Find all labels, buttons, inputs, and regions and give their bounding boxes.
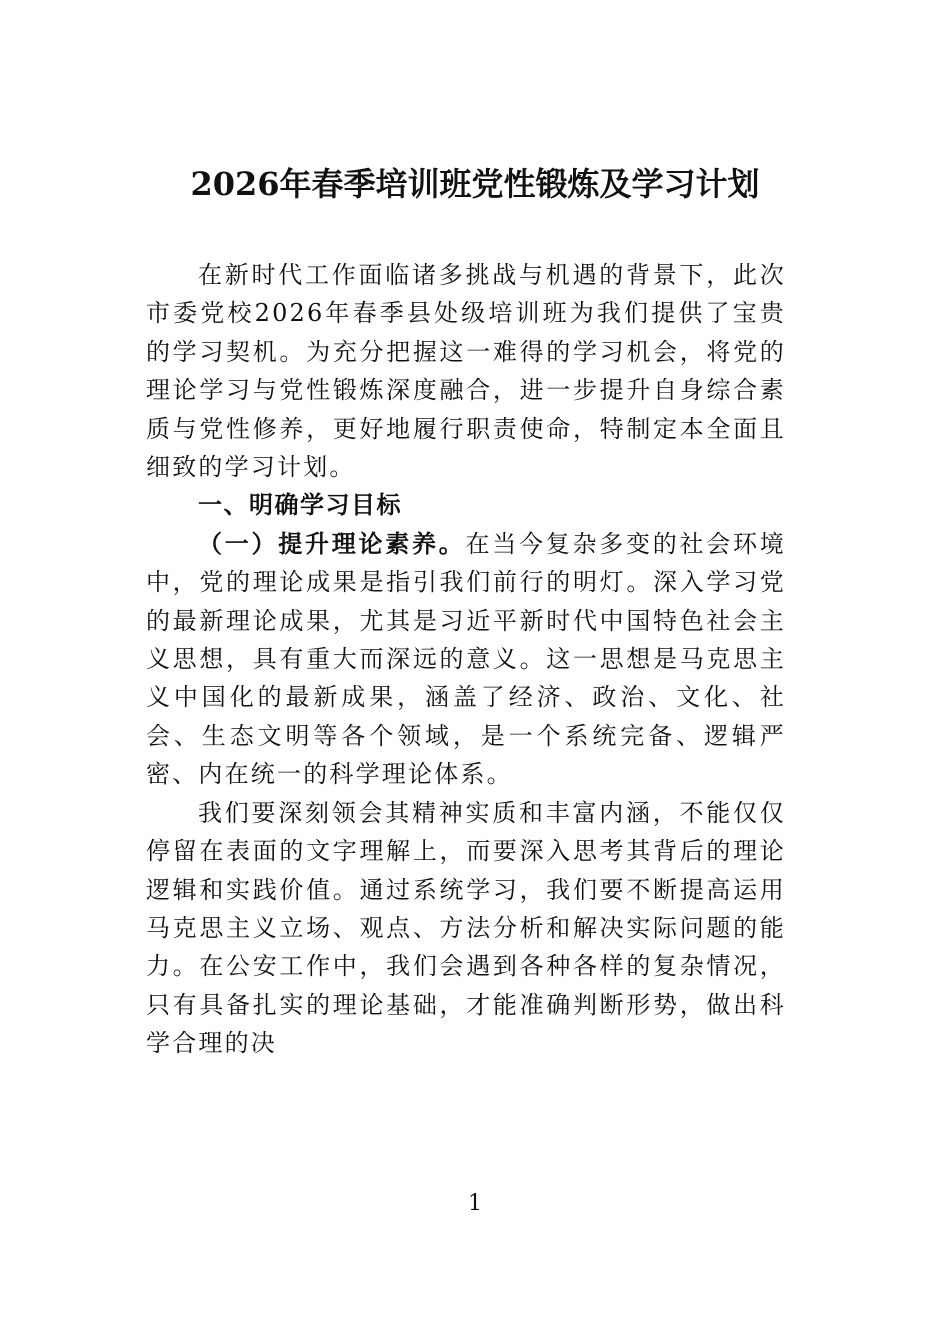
page-number: 1 xyxy=(468,1191,482,1216)
section-heading: 一、明确学习目标 xyxy=(198,491,402,520)
sub-section-text: 在当今复杂多变的社会环境中，党的理论成果是指引我们前行的明灯。深入学习党的最新理论成果，尤其是习近平新时代中国特色社会主义思想，具有重大而深远的意义。这一思想是马克思主义中国化的最新成果，涵盖了经济、政治、文化、社会、生态文明等各个领域，是一个系统完备、逻辑严密、内在统一的科学理论体系。 xyxy=(146,529,787,789)
document-title: 2026年春季培训班党性锻炼及学习计划 xyxy=(190,165,760,203)
document-body xyxy=(146,256,786,1099)
body-paragraph: 我们要深刻领会其精神实质和丰富内涵，不能仅仅停留在表面的文字理解上，而要深入思考其背后的理论逻辑和实践价值。通过系统学习，我们要不断提高运用马克思主义立场、观点、方法分析和解决实际问题的能力。在公安工作中，我们会遇到各种各样的复杂情况，只有具备扎实的理论基础，才能准确判断形势，做出科学合理的决 xyxy=(146,798,786,1058)
intro-paragraph: 在新时代工作面临诸多挑战与机遇的背景下，此次市委党校2026年春季县处级培训班为我们提供了宝贵的学习契机。为充分把握这一难得的学习机会，将党的理论学习与党性锻炼深度融合，进一步提升自身综合素质与党性修养，更好地履行职责使命，特制定本全面且细致的学习计划。 xyxy=(146,261,786,482)
sub-section-paragraph xyxy=(146,525,786,794)
truncated-paragraph-wrapper xyxy=(146,794,786,1099)
sub-section-heading: （一）提升理论素养。 xyxy=(198,528,466,558)
